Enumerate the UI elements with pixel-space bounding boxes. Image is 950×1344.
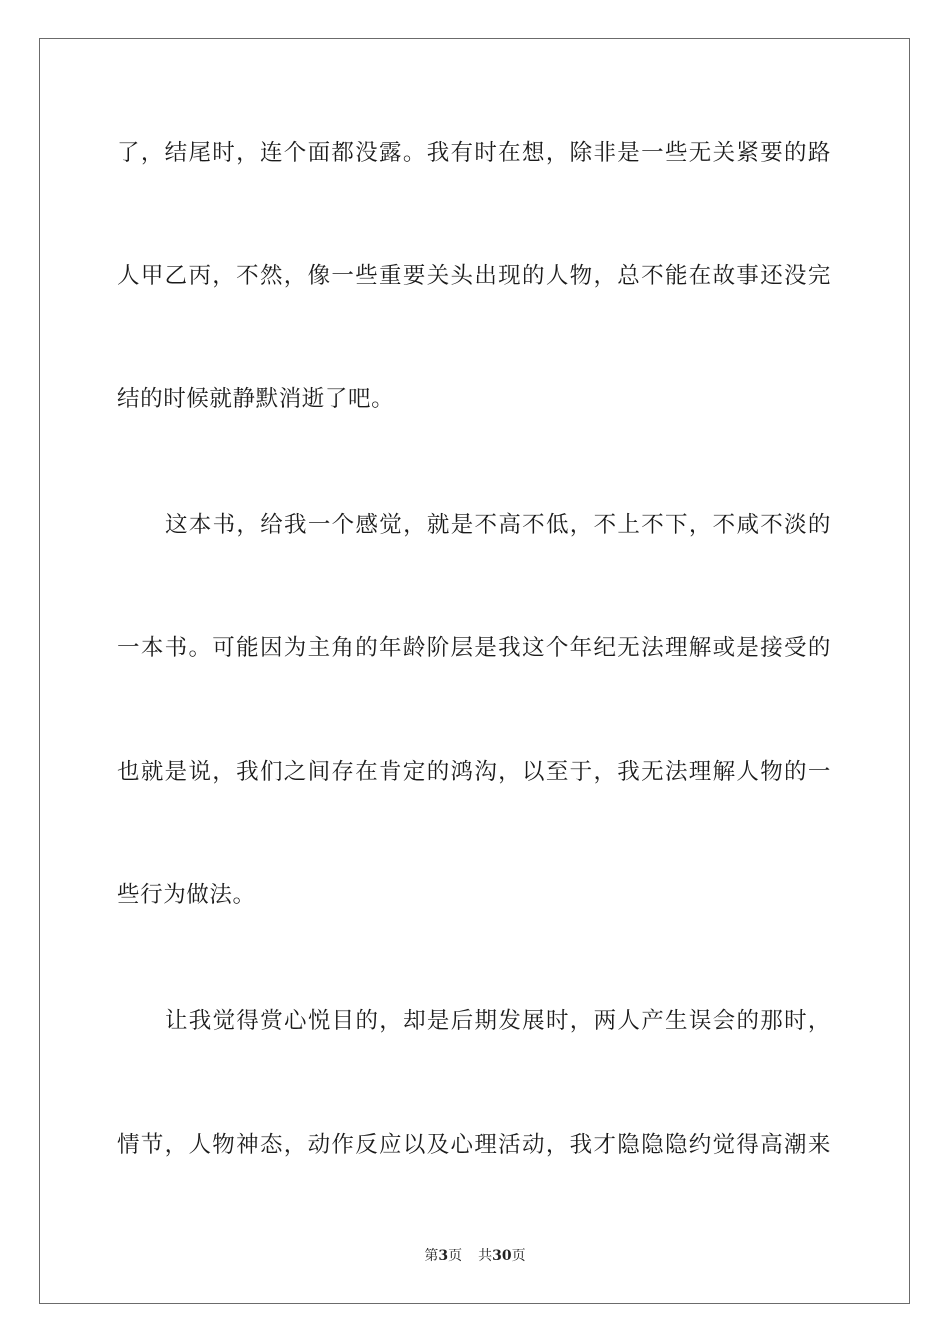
body-line-2: 人甲乙丙，不然，像一些重要关头出现的人物，总不能在故事还没完 [117, 263, 831, 289]
body-line-3: 结的时候就静默消逝了吧。 [117, 386, 395, 412]
footer-total-suffix: 页 [511, 1248, 526, 1264]
footer-total-prefix: 共 [478, 1248, 493, 1264]
body-line-8: 让我觉得赏心悦目的，却是后期发展时，两人产生误会的那时， [165, 1008, 831, 1034]
body-line-6: 也就是说，我们之间存在肯定的鸿沟，以至于，我无法理解人物的一 [117, 759, 831, 785]
page-footer [0, 1245, 950, 1265]
body-line-5: 一本书。可能因为主角的年龄阶层是我这个年纪无法理解或是接受的 [117, 635, 831, 661]
body-line-4: 这本书，给我一个感觉，就是不高不低，不上不下，不咸不淡的 [165, 512, 831, 538]
page-border [39, 38, 910, 1304]
footer-page-number: 3 [438, 1248, 449, 1264]
body-line-9: 情节，人物神态，动作反应以及心理活动，我才隐隐隐约觉得高潮来 [117, 1132, 831, 1158]
footer-page-prefix: 第 [424, 1248, 439, 1264]
footer-total-pages: 30 [492, 1248, 512, 1264]
body-line-7: 些行为做法。 [117, 882, 256, 908]
footer-page-suffix: 页 [448, 1248, 463, 1264]
body-line-1: 了，结尾时，连个面都没露。我有时在想，除非是一些无关紧要的路 [117, 140, 831, 166]
